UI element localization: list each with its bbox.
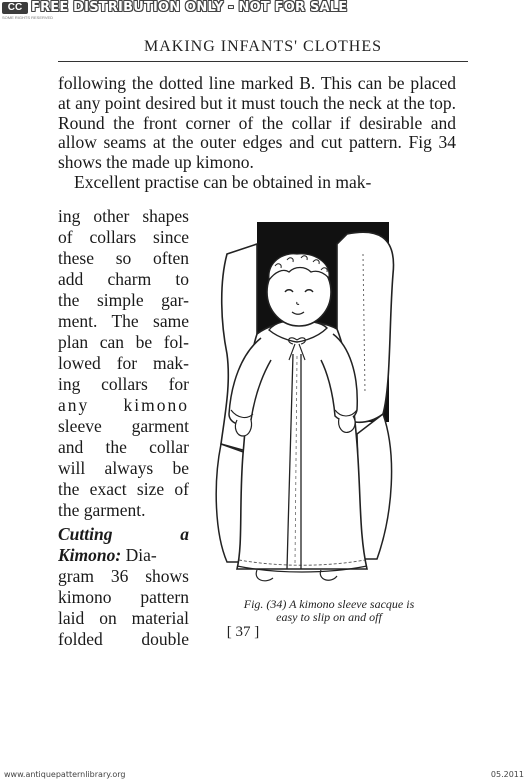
column-line: plan can be fol-: [58, 332, 189, 352]
column-line: laid on material: [58, 608, 189, 628]
column-line: ment. The same: [58, 311, 189, 331]
column-line: and the collar: [58, 437, 189, 457]
paragraph-top-text: following the dotted line marked B. This can be placed at any point desired but it must touch the neck at the top. Round the front corner of the collar if desirable and allow seams at the outer edges and cut pattern. Fig 34 shows the made up kimono.: [58, 73, 456, 173]
section-heading-cutting: Cutting a: [58, 524, 189, 544]
column-line: the exact size of: [58, 479, 189, 499]
column-line: folded double: [58, 629, 189, 649]
header-rule: [58, 61, 468, 62]
section-heading-kimono-rest: Dia-: [121, 545, 157, 565]
column-line: ing other shapes: [58, 206, 189, 226]
column-line: any kimono: [58, 395, 189, 415]
figure-caption: [201, 598, 457, 624]
column-line: add charm to: [58, 269, 189, 289]
figure-caption-line2: easy to slip on and off: [276, 610, 382, 624]
distribution-banner: [0, 0, 348, 22]
footer-url[interactable]: www.antiquepatternlibrary.org: [4, 770, 126, 779]
kimono-sacque-illustration: [197, 214, 461, 594]
distribution-notice: FREE DISTRIBUTION ONLY - NOT FOR SALE: [31, 0, 348, 15]
column-line: the garment.: [58, 500, 146, 520]
section-heading-line-2: [58, 545, 189, 565]
cc-license-icon: CC: [2, 2, 28, 14]
section-heading-kimono: Kimono:: [58, 545, 122, 565]
page-number: [ 37 ]: [226, 624, 260, 640]
footer-date: 05.2011: [490, 770, 524, 779]
running-head: MAKING INFANTS' CLOTHES: [143, 38, 383, 55]
cc-license-subtext: SOME RIGHTS RESERVED: [2, 15, 54, 20]
column-line: ing collars for: [58, 374, 189, 394]
column-line: of collars since: [58, 227, 189, 247]
paragraph-top: [58, 74, 456, 193]
column-line: lowed for mak-: [58, 353, 189, 373]
column-line: these so often: [58, 248, 189, 268]
column-line: sleeve garment: [58, 416, 189, 436]
column-line: the simple gar-: [58, 290, 189, 310]
figure-caption-line1: Fig. (34) A kimono sleeve sacque is: [243, 597, 415, 611]
column-line: will always be: [58, 458, 189, 478]
column-line: gram 36 shows: [58, 566, 189, 586]
practise-line: Excellent practise can be obtained in mak-: [74, 171, 372, 192]
section-heading-line: [58, 524, 189, 544]
column-line: kimono pattern: [58, 587, 189, 607]
